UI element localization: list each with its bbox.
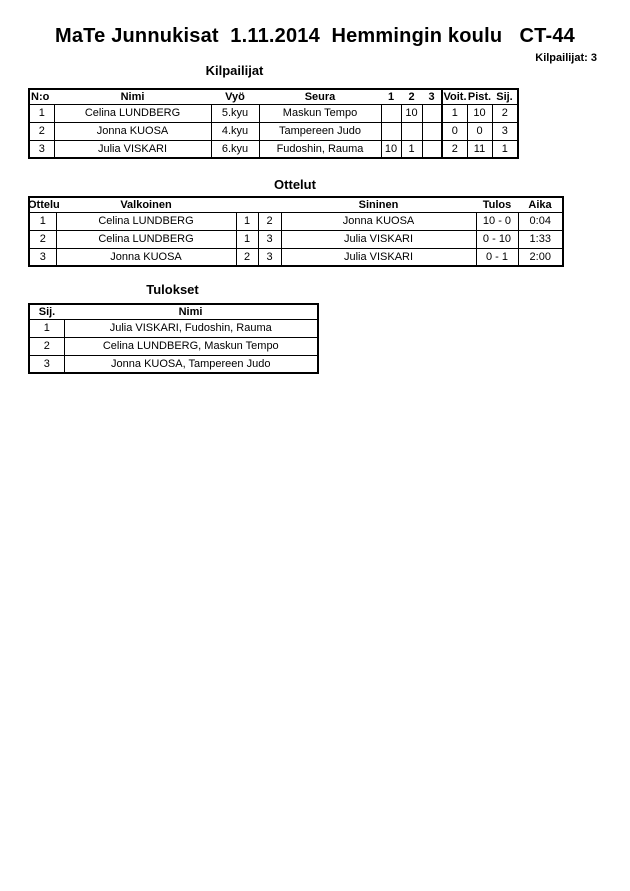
col-header-white-no [236,197,258,212]
competitor-row [29,104,518,122]
competitor-match2-score [401,122,422,140]
competitor-wins: 1 [442,104,467,122]
match-result: 0 - 10 [476,230,518,248]
competitor-no: 3 [29,140,54,158]
result-row [29,355,318,373]
page-title: MaTe Junnukisat 1.11.2014 Hemmingin koulu CT-44 [55,25,575,47]
col-header-white: Valkoinen [56,197,236,212]
col-header-name: Nimi [54,89,211,104]
competitor-wins: 2 [442,140,467,158]
col-header-name: Nimi [64,304,318,319]
result-row [29,337,318,355]
tulokset-table [28,303,319,374]
competitor-name: Jonna KUOSA [54,122,211,140]
kilpailijat-section-title: Kilpailijat [205,63,264,78]
match-no: 3 [29,248,56,266]
match-time: 0:04 [518,212,563,230]
blue-draw-no: 2 [258,212,281,230]
result-name: Jonna KUOSA, Tampereen Judo [64,355,318,373]
blue-name: Jonna KUOSA [281,212,476,230]
col-header-match1: 1 [381,89,401,104]
col-header-result: Tulos [476,197,518,212]
match-time: 1:33 [518,230,563,248]
competitor-match3-score [422,122,442,140]
col-header-blue-no [258,197,281,212]
result-rank: 2 [29,337,64,355]
white-draw-no: 2 [236,248,258,266]
white-draw-no: 1 [236,212,258,230]
blue-name: Julia VISKARI [281,230,476,248]
match-time: 2:00 [518,248,563,266]
col-header-belt: Vyö [211,89,259,104]
white-name: Jonna KUOSA [56,248,236,266]
match-no: 2 [29,230,56,248]
col-header-match2: 2 [401,89,422,104]
competitor-no: 2 [29,122,54,140]
col-header-points: Pist. [467,90,492,103]
competitor-points: 0 [467,122,492,140]
competitor-rank: 1 [492,140,518,158]
col-header-blue: Sininen [281,197,476,212]
match-no: 1 [29,212,56,230]
competitor-row [29,140,518,158]
competitor-club: Fudoshin, Rauma [259,140,381,158]
col-header-rank: Sij. [492,89,518,104]
competitor-club: Maskun Tempo [259,104,381,122]
result-row [29,319,318,337]
competitor-points: 11 [467,140,492,158]
kilpailijat-table [28,88,519,159]
competitor-name: Julia VISKARI [54,140,211,158]
competitor-no: 1 [29,104,54,122]
blue-draw-no: 3 [258,248,281,266]
col-header-match3: 3 [422,89,442,104]
blue-draw-no: 3 [258,230,281,248]
competitor-row [29,122,518,140]
result-rank: 1 [29,319,64,337]
competitor-club: Tampereen Judo [259,122,381,140]
white-name: Celina LUNDBERG [56,212,236,230]
competitor-rank: 2 [492,104,518,122]
col-header-time: Aika [518,197,563,212]
match-row [29,248,563,266]
white-draw-no: 1 [236,230,258,248]
match-row [29,230,563,248]
competitor-belt: 6.kyu [211,140,259,158]
competitor-belt: 5.kyu [211,104,259,122]
competitor-match1-score: 10 [381,140,401,158]
competitor-match2-score: 1 [401,140,422,158]
white-name: Celina LUNDBERG [56,230,236,248]
competitor-points: 10 [467,104,492,122]
kilpailijat-header-row [29,89,518,104]
competitor-match1-score [381,104,401,122]
match-result: 0 - 1 [476,248,518,266]
col-header-no: N:o [29,89,54,104]
ottelut-header-row [29,197,563,212]
competitor-match3-score [422,140,442,158]
competitor-wins: 0 [442,122,467,140]
col-header-wins: Voit. [443,90,467,103]
competitor-name: Celina LUNDBERG [54,104,211,122]
result-name: Julia VISKARI, Fudoshin, Rauma [64,319,318,337]
result-name: Celina LUNDBERG, Maskun Tempo [64,337,318,355]
tulokset-section-title: Tulokset [146,282,199,297]
competitor-match1-score [381,122,401,140]
competitor-belt: 4.kyu [211,122,259,140]
ottelut-section-title: Ottelut [274,177,316,192]
col-header-match: Ottelu [28,198,60,211]
competitor-match3-score [422,104,442,122]
competitor-rank: 3 [492,122,518,140]
competitor-match2-score: 10 [401,104,422,122]
blue-name: Julia VISKARI [281,248,476,266]
match-result: 10 - 0 [476,212,518,230]
tulokset-header-row [29,304,318,319]
match-row [29,212,563,230]
col-header-rank: Sij. [29,304,64,319]
result-rank: 3 [29,355,64,373]
competitor-count-label: Kilpailijat: 3 [535,52,597,64]
ottelut-table [28,196,564,267]
col-header-club: Seura [259,89,381,104]
